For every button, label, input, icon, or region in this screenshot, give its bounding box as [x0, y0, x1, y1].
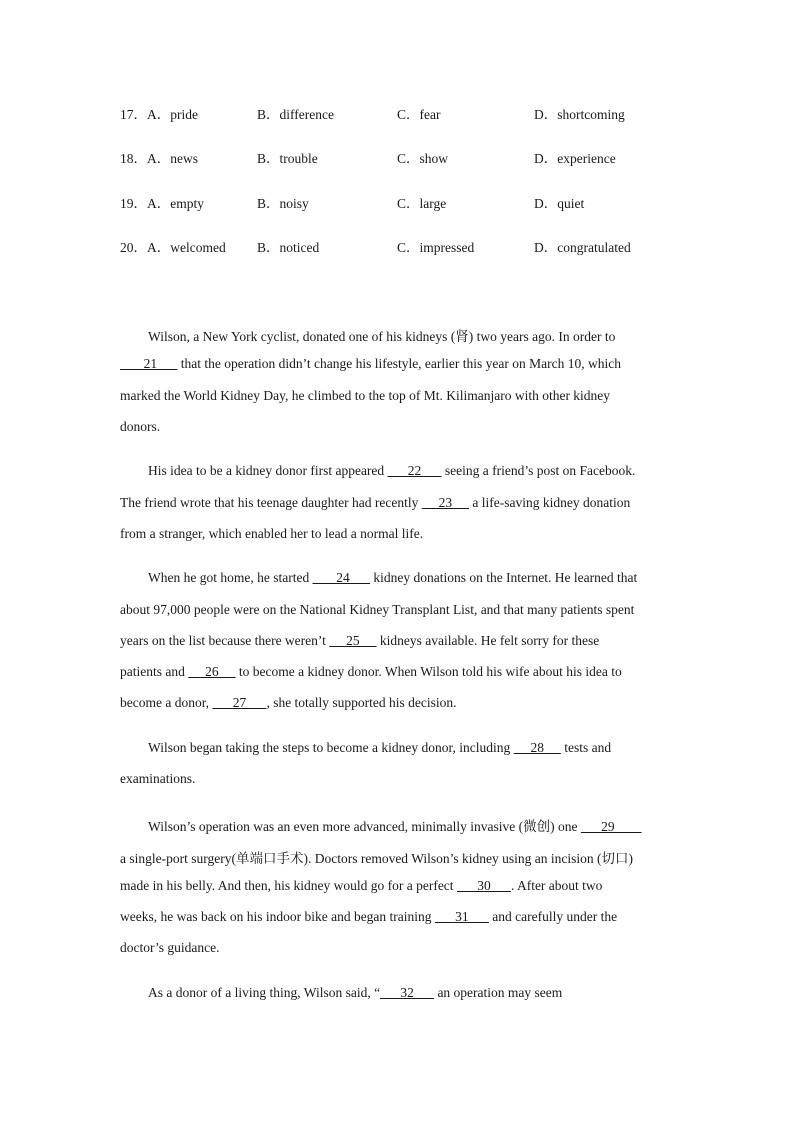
- text-segment: seeing a friend’s post on Facebook.: [441, 463, 636, 478]
- text-segment: Wilson’s operation was an even more advanced, minimally invasive (微创) one: [148, 819, 581, 834]
- option-18-d: D．experience: [534, 151, 616, 166]
- text-segment: kidneys available. He felt sorry for these: [376, 633, 600, 648]
- text-segment: become a donor,: [120, 695, 213, 710]
- text-line: a single-port surgery(单端口手术). Doctors removed Wilson’s kidney using an incision (切口): [120, 851, 634, 866]
- option-19-a: 19．A．empty: [120, 196, 204, 211]
- option-17-d: D．shortcoming: [534, 107, 625, 122]
- text-line: doctor’s guidance.: [120, 940, 220, 955]
- option-20-a: 20．A．welcomed: [120, 240, 226, 255]
- text-line: [120, 633, 599, 649]
- option-20-d: D．congratulated: [534, 240, 631, 255]
- text-segment: , she totally supported his decision.: [266, 695, 457, 710]
- text-segment: Wilson began taking the steps to become a kidney donor, including: [148, 740, 514, 755]
- text-line: Wilson, a New York cyclist, donated one of his kidneys (肾) two years ago. In order to: [148, 329, 616, 344]
- option-17-c: C．fear: [397, 107, 441, 122]
- blank-25: 25: [329, 633, 377, 648]
- text-segment: . After about two: [510, 878, 603, 893]
- text-line: [148, 463, 635, 479]
- blank-29: 29: [580, 819, 642, 834]
- text-segment: to become a kidney donor. When Wilson told his wife about his idea to: [235, 664, 622, 679]
- text-line: about 97,000 people were on the National Kidney Transplant List, and that many patients spent: [120, 602, 635, 617]
- text-line: marked the World Kidney Day, he climbed to the top of Mt. Kilimanjaro with other kidney: [120, 388, 611, 403]
- text-segment: made in his belly. And then, his kidney would go for a perfect: [120, 878, 457, 893]
- option-17-b: B．difference: [257, 107, 334, 122]
- text-line: [120, 878, 602, 894]
- blank-30: 30: [456, 878, 511, 893]
- text-segment: kidney donations on the Internet. He learned that: [369, 570, 638, 585]
- text-segment: that the operation didn’t change his lifestyle, earlier this year on March 10, which: [177, 356, 621, 371]
- text-segment: weeks, he was back on his indoor bike and began training: [120, 909, 435, 924]
- blank-32: 32: [380, 985, 435, 1000]
- option-19-b: B．noisy: [257, 196, 309, 211]
- blank-28: 28: [513, 740, 561, 755]
- blank-23: 23: [421, 495, 469, 510]
- text-segment: a life-saving kidney donation: [469, 495, 631, 510]
- blank-24: 24: [312, 570, 370, 585]
- text-line: examinations.: [120, 771, 196, 786]
- option-18-b: B．trouble: [257, 151, 318, 166]
- blank-31: 31: [434, 909, 489, 924]
- option-19-c: C．large: [397, 196, 447, 211]
- option-20-c: C．impressed: [397, 240, 475, 255]
- text-line: [148, 570, 637, 586]
- text-line: [120, 909, 617, 925]
- blank-21: 21: [120, 356, 178, 371]
- text-line: [148, 815, 642, 835]
- text-segment: As a donor of a living thing, Wilson said, “: [148, 985, 381, 1000]
- text-line: donors.: [120, 419, 161, 434]
- option-19-d: D．quiet: [534, 196, 585, 211]
- text-line: [120, 495, 630, 511]
- blank-26: 26: [188, 664, 236, 679]
- text-line: [148, 985, 562, 1001]
- text-segment: patients and: [120, 664, 189, 679]
- text-line: [120, 356, 621, 372]
- blank-22: 22: [387, 463, 442, 478]
- blank-27: 27: [212, 695, 267, 710]
- option-18-a: 18．A．news: [120, 151, 198, 166]
- option-18-c: C．show: [397, 151, 449, 166]
- text-segment: His idea to be a kidney donor first appeared: [148, 463, 388, 478]
- text-segment: and carefully under the: [488, 909, 618, 924]
- text-line: from a stranger, which enabled her to lead a normal life.: [120, 526, 424, 541]
- option-17-a: 17．A．pride: [120, 107, 198, 122]
- text-segment: years on the list because there weren’t: [120, 633, 330, 648]
- text-segment: tests and: [560, 740, 612, 755]
- text-segment: When he got home, he started: [148, 570, 313, 585]
- text-line: [120, 695, 457, 711]
- text-segment: The friend wrote that his teenage daughter had recently: [120, 495, 422, 510]
- text-line: [120, 664, 622, 680]
- text-line: [148, 740, 611, 756]
- option-20-b: B．noticed: [257, 240, 320, 255]
- text-segment: an operation may seem: [434, 985, 563, 1000]
